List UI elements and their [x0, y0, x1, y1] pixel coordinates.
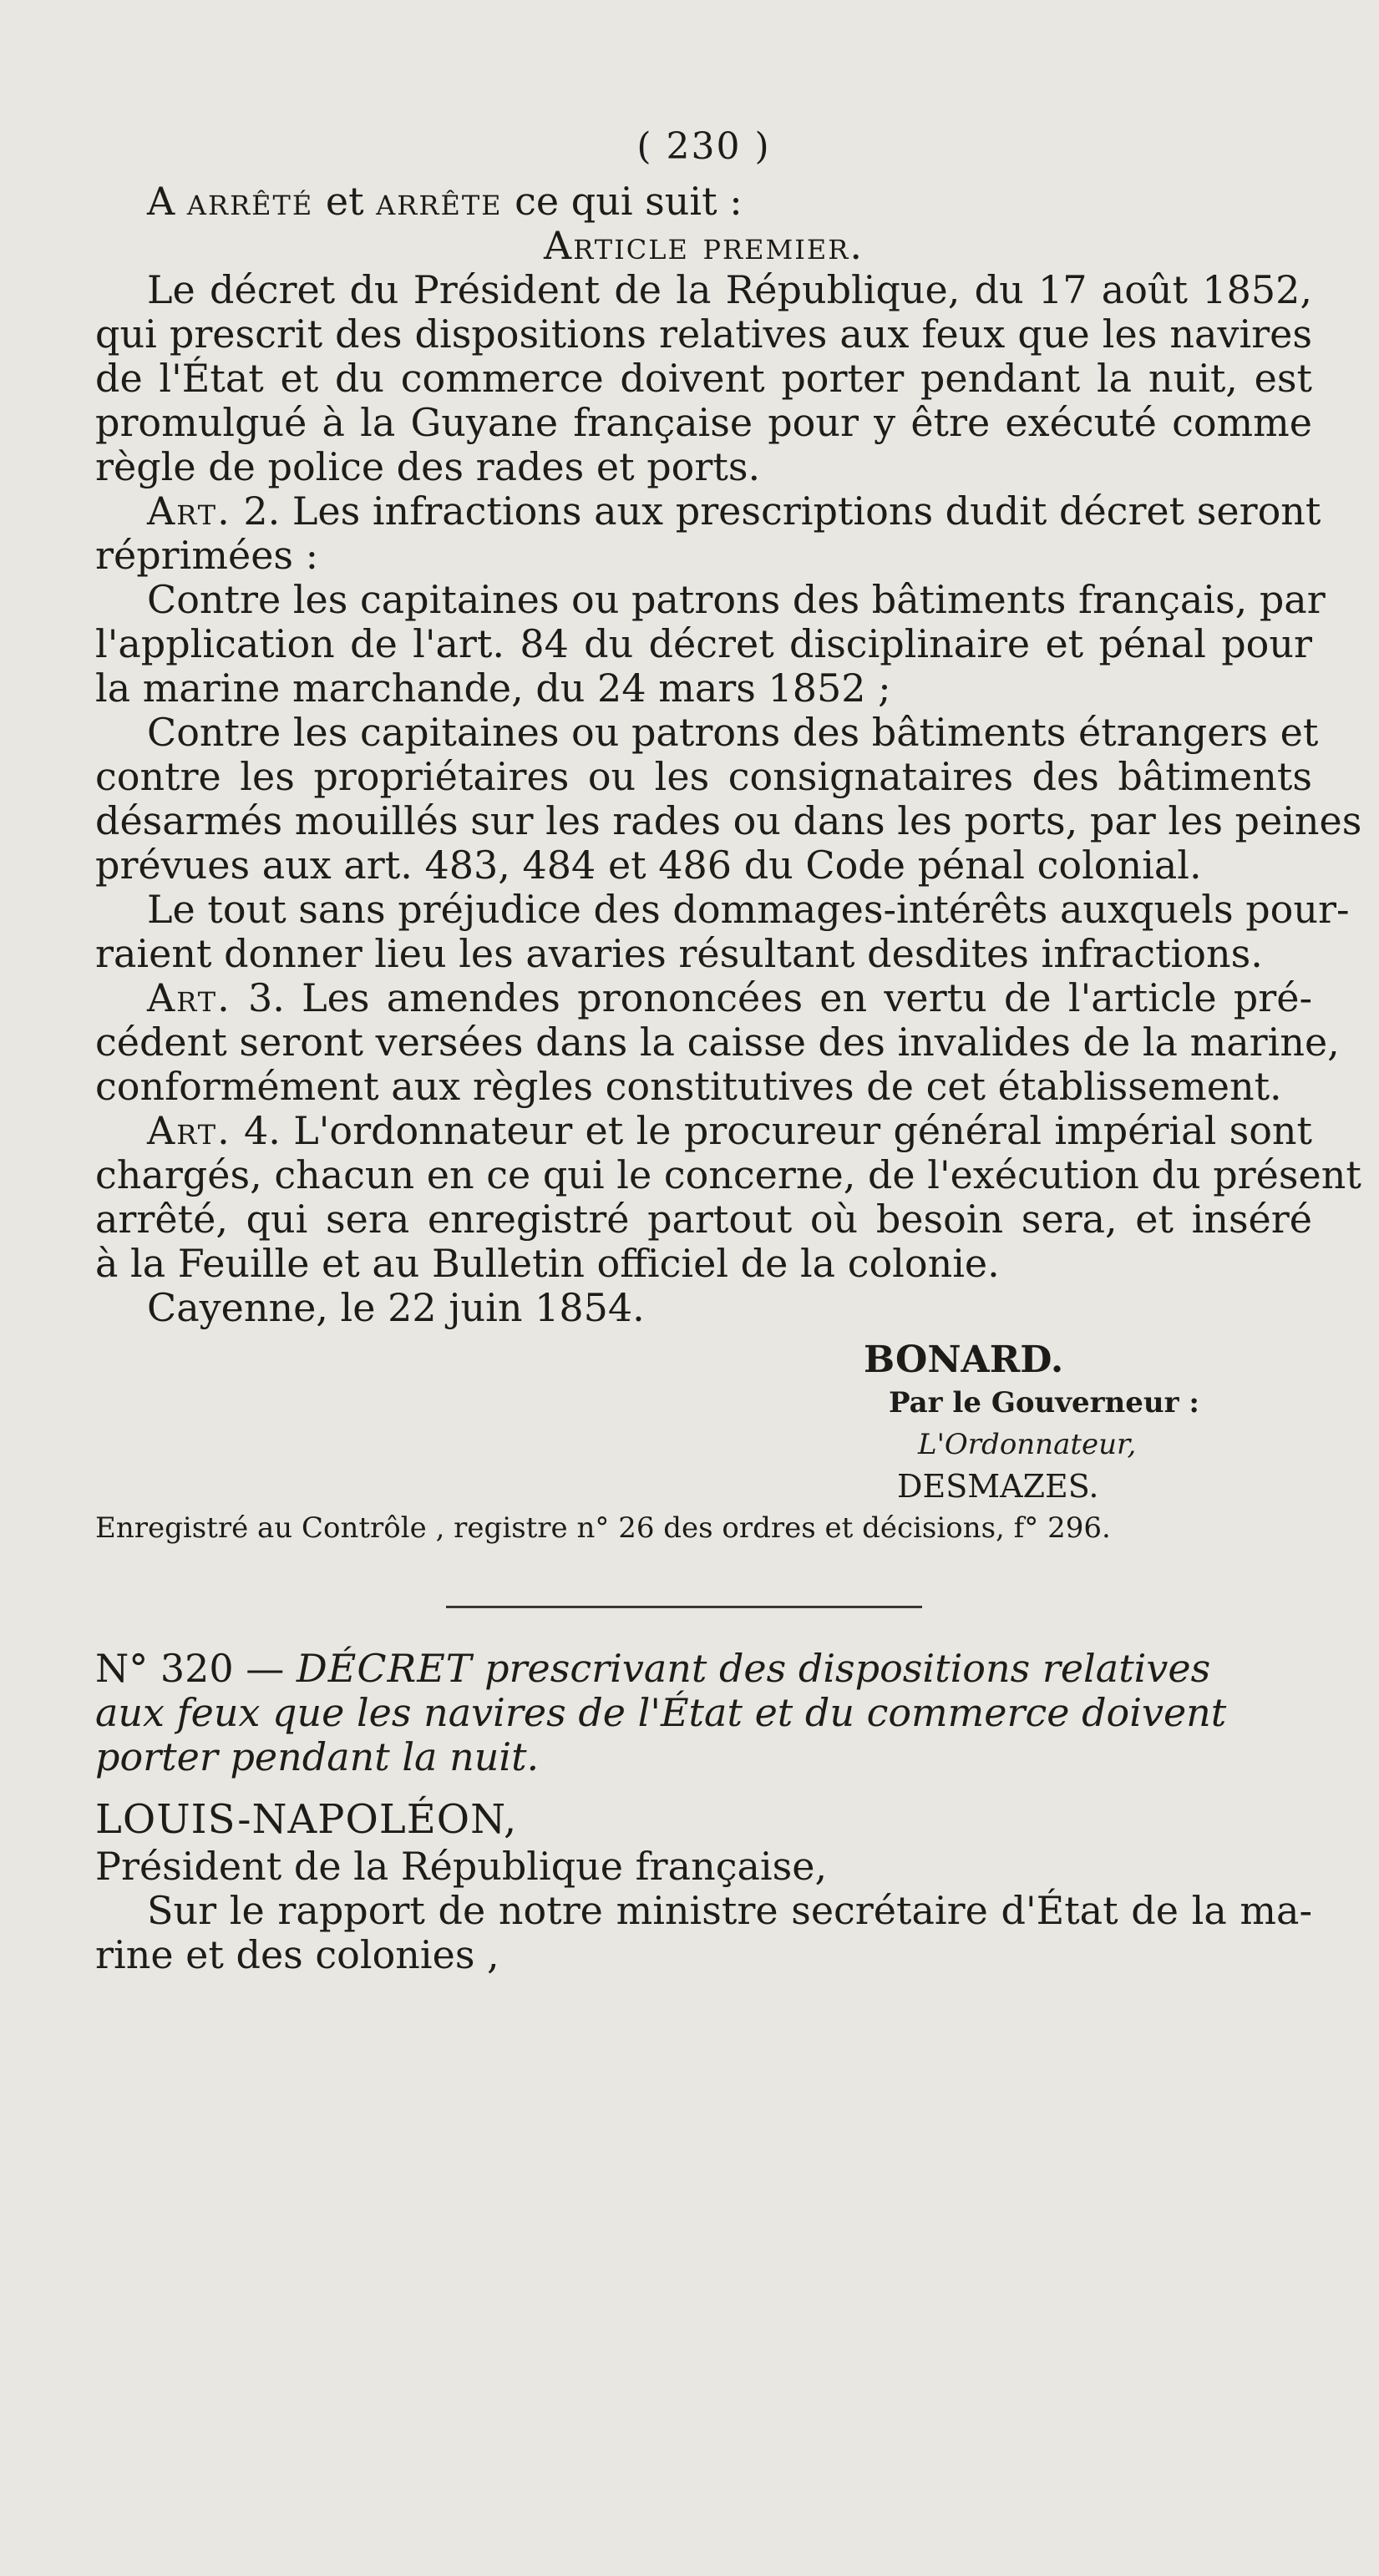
decret-title-line: prescrivant des dispositions relatives [472, 1646, 1211, 1691]
art2-line: Le tout sans préjudice des dommages-intérêts auxquels pour- [147, 887, 1350, 932]
art2-label: Art. [147, 488, 231, 534]
par-le-gouverneur: Par le Gouverneur : [889, 1386, 1199, 1420]
ordonnateur-title: L'Ordonnateur, [918, 1428, 1137, 1461]
art2-line: contre les propriétaires ou les consignataires des bâtiments [95, 754, 1312, 799]
art4-line: à la Feuille et au Bulletin officiel de la colonie. [95, 1241, 1000, 1286]
art4-line: arrêté, qui sera enregistré partout où besoin sera, et inséré [95, 1197, 1312, 1242]
article-1 [95, 268, 1312, 489]
decret-heading [95, 1647, 1312, 1779]
art3-first-line [95, 976, 1312, 1020]
art1-line: de l'État et du commerce doivent porter pendant la nuit, est [95, 356, 1312, 401]
enregistre-note: Enregistré au Contrôle , registre n° 26 des ordres et décisions, f° 296. [95, 1511, 1111, 1545]
intro-arrete2: arrête [376, 179, 503, 224]
art2-line: 2. Les infractions aux prescriptions dudit décret seront [231, 488, 1321, 534]
art4-line: 4. L'ordonnateur et le procureur général impérial sont [231, 1108, 1312, 1153]
art3-label: Art. [147, 975, 231, 1020]
art2-line: prévues aux art. 483, 484 et 486 du Code pénal colonial. [95, 843, 1202, 888]
art2-line: la marine marchande, du 24 mars 1852 ; [95, 666, 891, 711]
art3-line: conformément aux règles constitutives de cet établissement. [95, 1064, 1282, 1109]
art4-line: chargés, chacun en ce qui le concerne, de l'exécution du présent [95, 1152, 1361, 1197]
art2-line: raient donner lieu les avaries résultant desdites infractions. [95, 931, 1263, 976]
decret-number: N° 320 — [95, 1646, 297, 1691]
art3-line: 3. Les amendes prononcées en vertu de l'article pré- [231, 975, 1312, 1020]
rapport-line: Sur le rapport de notre ministre secrétaire d'État de la ma- [147, 1888, 1312, 1933]
art2-line: Contre les capitaines ou patrons des bâtiments français, par [147, 577, 1326, 622]
art2-line: réprimées : [95, 533, 319, 578]
art2-line: désarmés mouillés sur les rades ou dans les ports, par les peines [95, 798, 1362, 843]
section-divider [446, 1606, 922, 1608]
article-3 [95, 975, 1340, 1109]
art3-line: cédent seront versées dans la caisse des invalides de la marine, [95, 1020, 1340, 1065]
article-premier-heading: Article premier. [544, 223, 864, 268]
decret-first-line [95, 1647, 1312, 1691]
rapport-line: rine et des colonies , [95, 1932, 499, 1977]
art1-line: promulgué à la Guyane française pour y être exécuté comme [95, 400, 1312, 445]
president-line: Président de la République française, [95, 1844, 828, 1889]
article-2 [95, 488, 1362, 976]
article-4 [95, 1108, 1361, 1286]
art4-label: Art. [147, 1108, 231, 1153]
ordonnateur-name: DESMAZES. [897, 1468, 1099, 1505]
intro-line [95, 180, 1312, 224]
art1-line: Le décret du Président de la République, du 17 août 1852, [147, 267, 1312, 312]
art2-line: Contre les capitaines ou patrons des bâtiments étrangers et [147, 710, 1319, 755]
intro-arrete: arrêté [186, 179, 314, 224]
date-place: Cayenne, le 22 juin 1854. [147, 1285, 645, 1330]
intro-lead: A [147, 179, 175, 224]
art4-first-line [95, 1109, 1312, 1153]
decret-title-line: porter pendant la nuit. [95, 1734, 540, 1779]
intro-mid: et [313, 179, 377, 224]
art1-line: règle de police des rades et ports. [95, 444, 761, 489]
decret-title-line: aux feux que les navires de l'État et du commerce doivent [95, 1690, 1227, 1735]
art1-line: qui prescrit des dispositions relatives aux feux que les navires [95, 311, 1312, 357]
art2-line: l'application de l'art. 84 du décret disciplinaire et pénal pour [95, 621, 1312, 666]
art2-first-line [95, 488, 1321, 534]
decret-word: DÉCRET [296, 1646, 473, 1691]
intro-rest: ce qui suit : [502, 179, 743, 224]
signature-bonard: BONARD. [864, 1339, 1064, 1381]
louis-napoleon: LOUIS-NAPOLÉON, [95, 1796, 518, 1843]
page-number: ( 230 ) [636, 125, 771, 168]
